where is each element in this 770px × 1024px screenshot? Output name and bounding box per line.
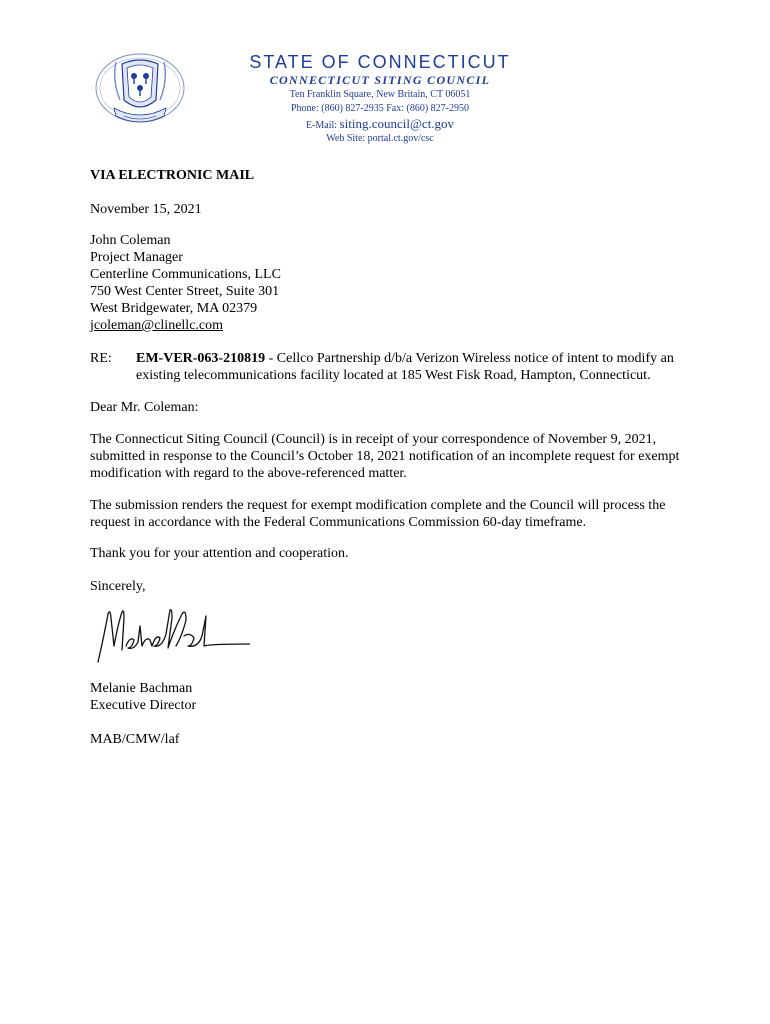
paragraph-line: request in accordance with the Federal Communications Commission 60-day timeframe. [90, 515, 587, 530]
closing: Sincerely, [90, 579, 146, 594]
re-label: RE: [90, 351, 112, 366]
letterhead-phone-fax: Phone: (860) 827-2935 Fax: (860) 827-2950 [290, 103, 470, 114]
letterhead-email-label: E-Mail: [305, 120, 338, 131]
paragraph-line: submitted in response to the Council’s October 18, 2021 notification of an incomplete request for exempt [90, 449, 680, 464]
recipient-company: Centerline Communications, LLC [90, 267, 281, 282]
salutation: Dear Mr. Coleman: [90, 400, 199, 415]
state-seal-icon [94, 50, 186, 128]
re-docket: EM-VER-063-210819 [136, 351, 266, 366]
letterhead-email-link[interactable]: siting.council@ct.gov [339, 116, 455, 131]
re-line-1 [136, 350, 696, 367]
handwritten-signature [94, 606, 250, 666]
delivery-method: VIA ELECTRONIC MAIL [90, 168, 255, 183]
letterhead-email-line [230, 116, 530, 132]
recipient-name: John Coleman [90, 233, 171, 248]
letterhead-address: Ten Franklin Square, New Britain, CT 06051 [289, 89, 471, 100]
re-subject [136, 350, 696, 384]
re-line-2: existing telecommunications facility located at 185 West Fisk Road, Hampton, Connecticut. [136, 368, 651, 383]
paragraph-line: The submission renders the request for exempt modification complete and the Council will process the [90, 498, 666, 513]
recipient-email-link[interactable]: jcoleman@clinellc.com [90, 318, 224, 333]
body-paragraph-1 [90, 431, 690, 482]
recipient-title: Project Manager [90, 250, 183, 265]
letterhead-state: STATE OF CONNECTICUT [249, 52, 511, 72]
paragraph-line: The Connecticut Siting Council (Council) is in receipt of your correspondence of November 9, 2021, [90, 432, 657, 447]
re-line-1-text: - Cellco Partnership d/b/a Verizon Wireless notice of intent to modify an [265, 351, 674, 366]
paragraph-line: modification with regard to the above-referenced matter. [90, 466, 407, 481]
signer-title: Executive Director [90, 698, 197, 713]
recipient-street: 750 West Center Street, Suite 301 [90, 284, 280, 299]
signer-name: Melanie Bachman [90, 681, 193, 696]
body-paragraph-2 [90, 497, 690, 531]
reference-initials: MAB/CMW/laf [90, 732, 180, 747]
letterhead-website: Web Site: portal.ct.gov/csc [326, 133, 434, 144]
thanks-line: Thank you for your attention and cooperation. [90, 546, 349, 561]
recipient-city: West Bridgewater, MA 02379 [90, 301, 258, 316]
letterhead-council: CONNECTICUT SITING COUNCIL [269, 73, 491, 87]
letter-date: November 15, 2021 [90, 202, 202, 217]
